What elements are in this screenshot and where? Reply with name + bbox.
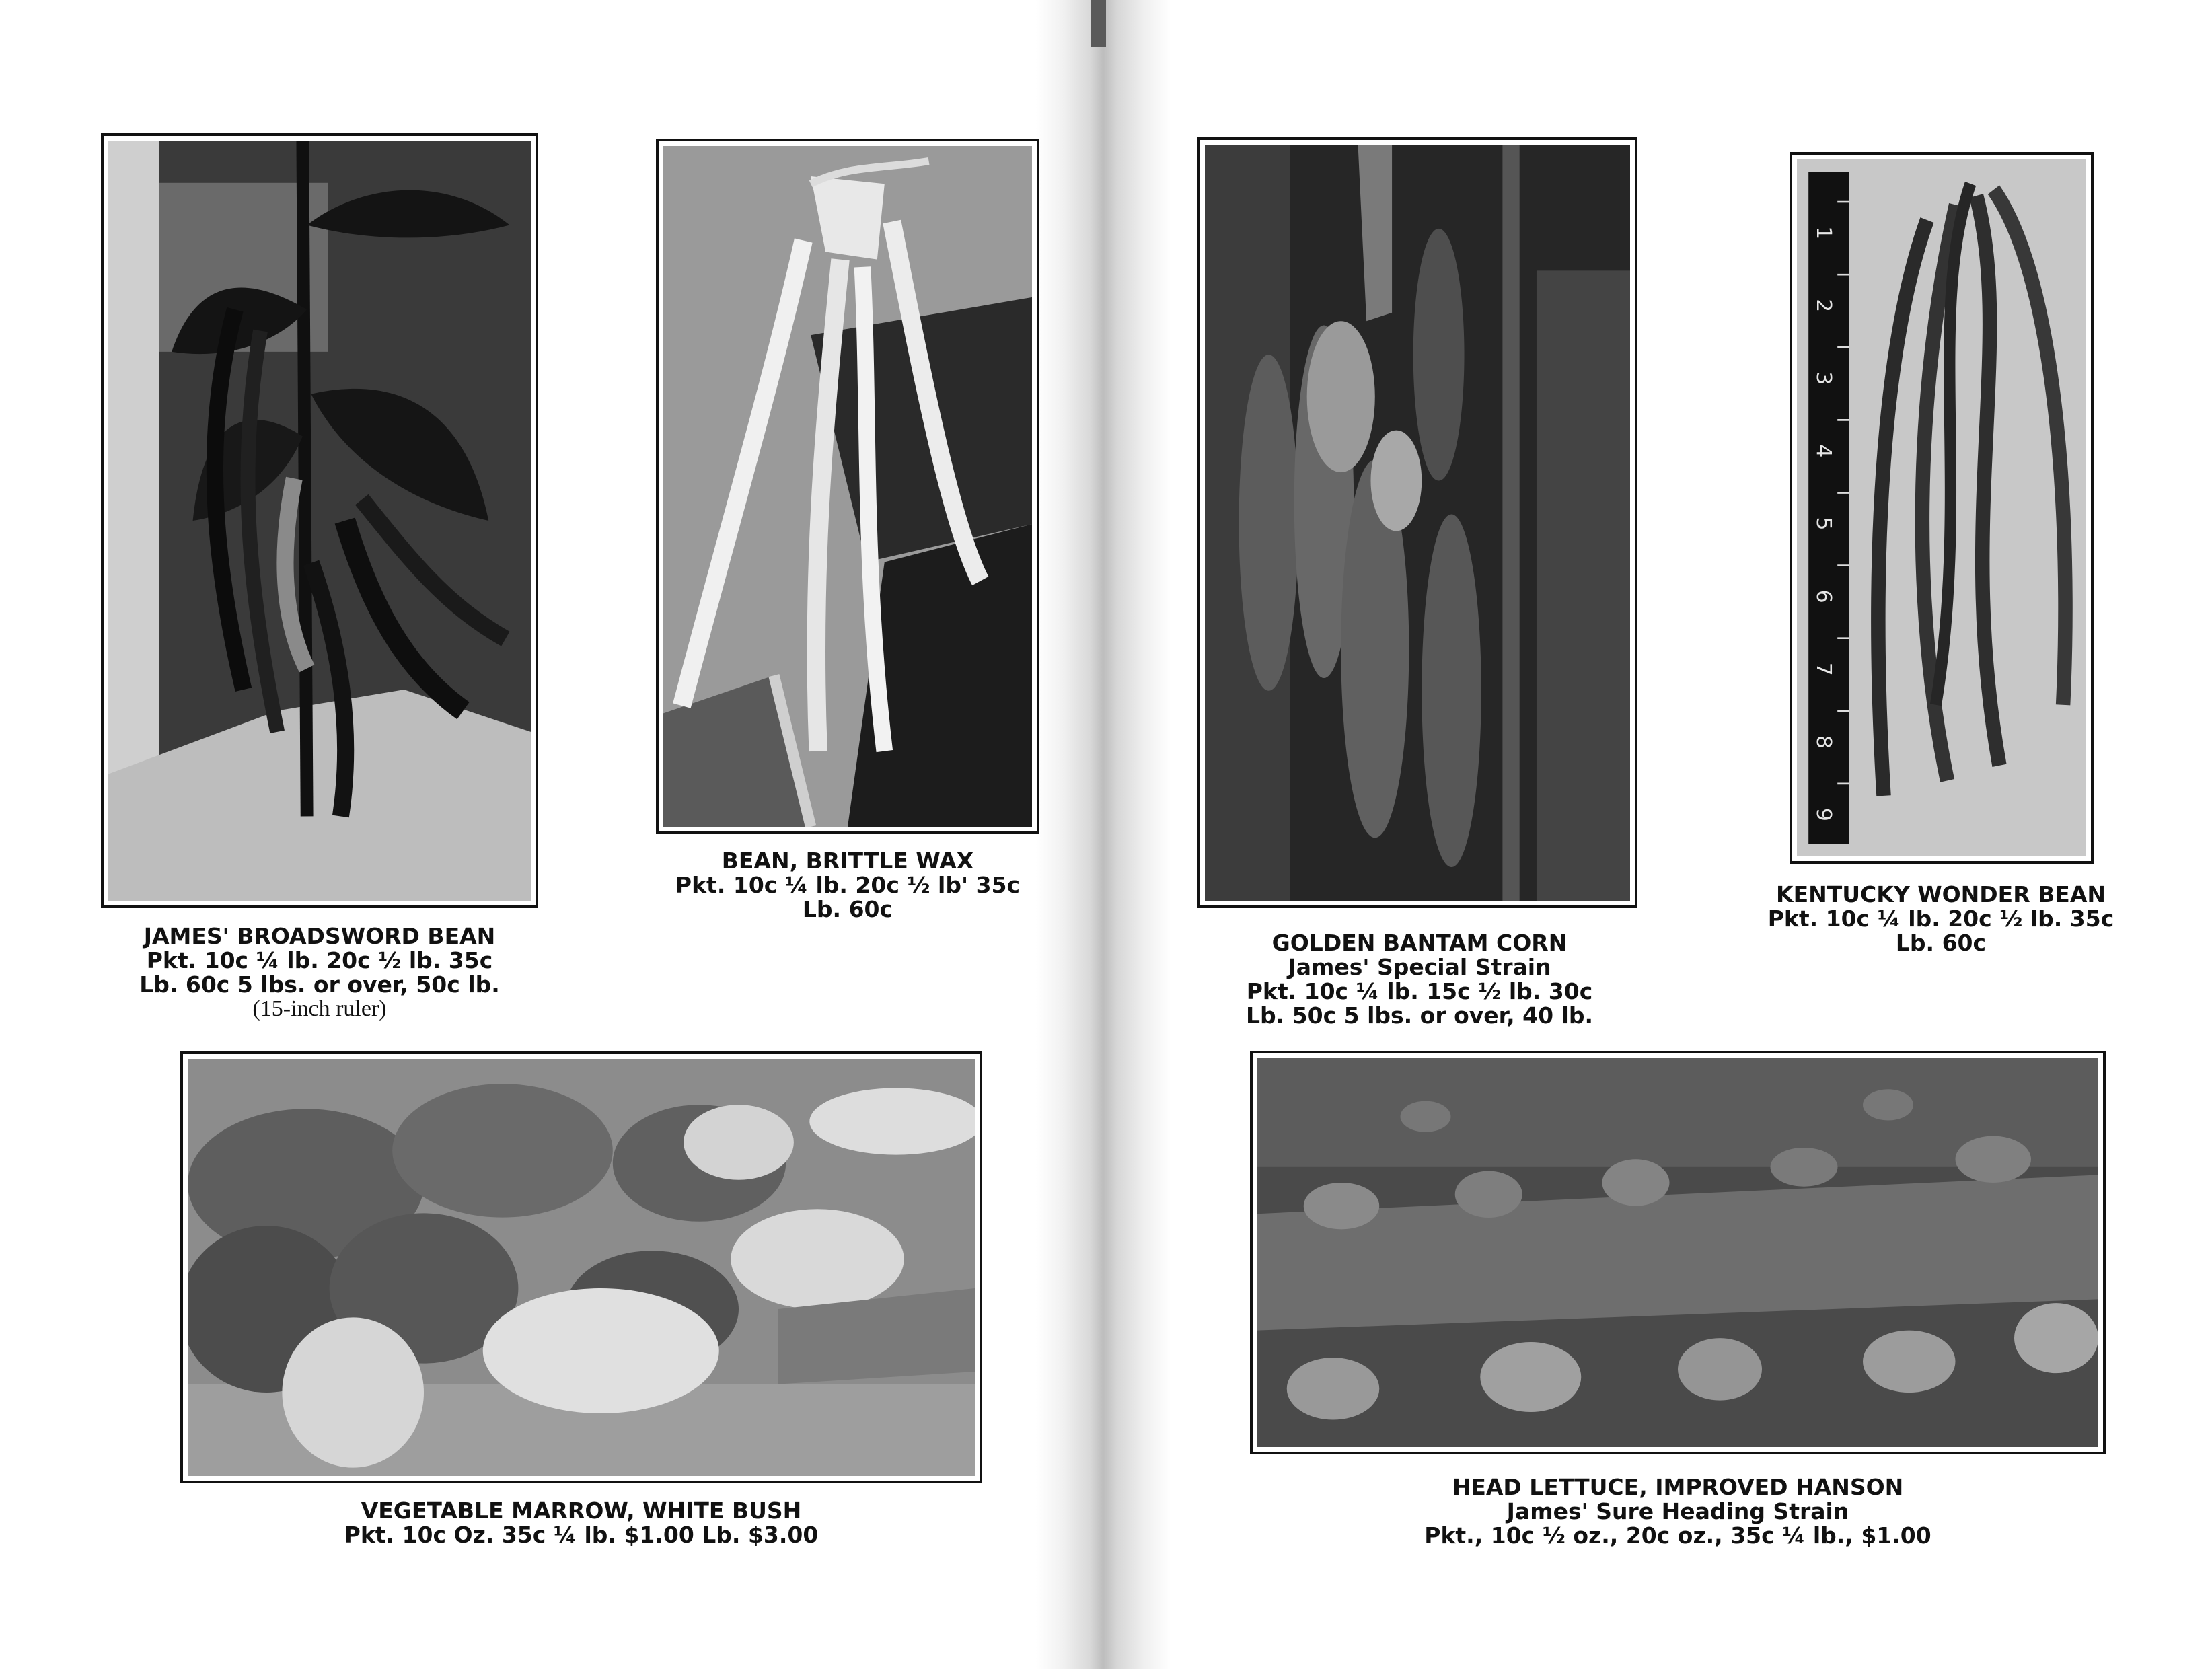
- vegetable-marrow-caption: [180, 1499, 982, 1547]
- broadsword-bean-photo: [101, 133, 538, 908]
- product-title: GOLDEN BANTAM CORN: [1271, 930, 1568, 956]
- price-line: Pkt. 10c ¼ lb. 20c ½ lb' 35c: [675, 872, 1021, 898]
- price-line: Lb. 50c 5 lbs. or over, 40 lb.: [1245, 1002, 1594, 1029]
- golden-bantam-corn-photo: [1197, 137, 1637, 908]
- ruler-mark: 5: [1812, 517, 1836, 531]
- product-title: KENTUCKY WONDER BEAN: [1776, 881, 2106, 907]
- book-gutter: [1036, 0, 1171, 1669]
- price-line: Pkt. 10c ¼ lb. 15c ½ lb. 30c: [1246, 978, 1593, 1004]
- ruler-mark: 8: [1812, 735, 1836, 749]
- price-line: Lb. 60c: [802, 896, 893, 922]
- price-line: Pkt. 10c Oz. 35c ¼ lb. $1.00 Lb. $3.00: [344, 1522, 819, 1548]
- brittle-wax-bean-photo: [656, 139, 1039, 834]
- kentucky-wonder-bean-caption: [1722, 883, 2160, 955]
- ruler-mark: 7: [1812, 662, 1836, 676]
- price-line: Pkt., 10c ½ oz., 20c oz., 35c ¼ lb., $1.00: [1424, 1522, 1931, 1549]
- ruler-mark: 6: [1812, 589, 1836, 603]
- head-lettuce-photo: [1250, 1051, 2106, 1454]
- price-line: Pkt. 10c ¼ lb. 20c ½ lb. 35c: [146, 947, 493, 973]
- price-line: Lb. 60c: [1895, 930, 1987, 956]
- ruler-mark: 1: [1812, 226, 1836, 240]
- broadsword-bean-caption: [101, 924, 538, 1021]
- brittle-wax-bean-caption: [632, 849, 1063, 922]
- product-subtitle: James' Sure Heading Strain: [1506, 1498, 1849, 1524]
- photo-note: (15-inch ruler): [252, 996, 387, 1021]
- golden-bantam-corn-caption: [1184, 931, 1655, 1028]
- product-title: BEAN, BRITTLE WAX: [721, 848, 974, 874]
- ruler-mark: 4: [1812, 444, 1836, 458]
- product-title: JAMES' BROADSWORD BEAN: [143, 923, 496, 949]
- ruler-mark: 2: [1812, 299, 1836, 313]
- product-title: HEAD LETTUCE, IMPROVED HANSON: [1452, 1474, 1904, 1500]
- product-subtitle: James' Special Strain: [1288, 954, 1551, 980]
- kentucky-wonder-bean-photo: [1790, 152, 2094, 864]
- ruler-mark: 3: [1812, 371, 1836, 385]
- ruler-mark: 9: [1812, 807, 1836, 821]
- head-lettuce-caption: [1250, 1475, 2106, 1548]
- product-title: VEGETABLE MARROW, WHITE BUSH: [361, 1497, 802, 1524]
- vegetable-marrow-photo: [180, 1051, 982, 1483]
- price-line: Pkt. 10c ¼ lb. 20c ½ lb. 35c: [1767, 905, 2114, 932]
- price-line: Lb. 60c 5 lbs. or over, 50c lb.: [139, 971, 500, 998]
